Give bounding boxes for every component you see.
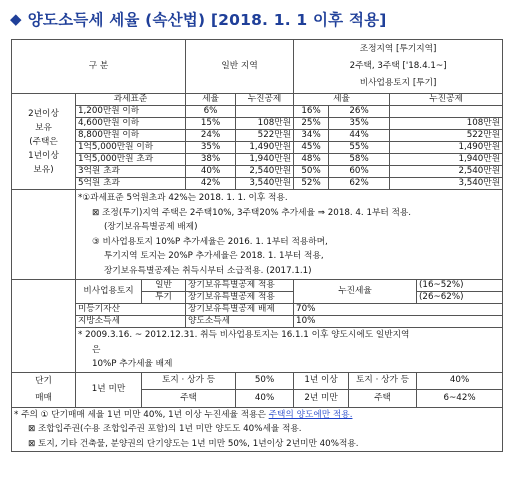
footer-line [14,408,500,423]
holding-label-line: (주택은 [29,136,58,147]
bracket-row [12,142,503,154]
bracket-deduction: 1,940만원 [236,154,294,166]
holding-label-line: 1년이상 [28,150,59,161]
nonbiz-label: 비사업용토지 [76,280,142,304]
bracket-rate-adj2: 35% [329,118,390,130]
short-land2-rate: 40% [417,372,503,390]
holding-label-line: 보유) [33,164,54,175]
bracket-rate-adj1: 52% [294,178,329,190]
nonbiz-range-general: (16~52%) [417,280,503,292]
bracket-rate-adj2: 26% [329,106,390,118]
short-house2-rate: 6~42% [417,390,503,408]
bracket-rate-adj1: 48% [294,154,329,166]
short-land: 토지 · 상가 등 [142,372,236,390]
nonbiz-spec-desc: 장기보유특별공제 적용 [186,292,294,304]
local-rate: 10% [294,316,503,328]
bracket-rate-adj1: 50% [294,166,329,178]
local-label: 지방소득세 [76,316,186,328]
bracket-rate-adj1: 25% [294,118,329,130]
note-line: ⊠ 조정(투기)지역 주택은 2주택10%, 3주택20% 추가세율 ⇒ 2018. 4. 1부터 적용. [92,207,412,218]
spacer [12,316,76,328]
bracket-base: 5억원 초과 [76,178,186,190]
under-two-years: 2년 미만 [294,390,349,408]
header-general: 일반 지역 [186,40,294,94]
short-land2: 토지 · 상가 등 [349,372,417,390]
notes-block-2 [76,328,503,373]
bracket-row [12,118,503,130]
bracket-deduction-adj: 1,940만원 [390,154,503,166]
short-house-rate: 40% [236,390,294,408]
bracket-deduction: 1,490만원 [236,142,294,154]
bracket-deduction-adj: 1,490만원 [390,142,503,154]
spacer [12,280,76,292]
note-line: 10%P 추가세율 배제 [92,359,173,369]
subheader-deduction: 누진공제 [236,94,294,106]
nonbiz-range-spec: (26~62%) [417,292,503,304]
header-adjusted-line: 조정지역 [투기지역] [359,44,437,54]
local-desc: 양도소득세 [186,316,294,328]
bracket-row [12,154,503,166]
bracket-base: 1억5,000만원 이하 [76,142,186,154]
footer-line-text: * 주의 ① 단기매매 세율 1년 미만 40%, 1년 이상 누진세율 적용은 [14,409,269,420]
bracket-rate-adj1: 16% [294,106,329,118]
short-term-label [12,372,76,407]
header-adjusted-line: 2주택, 3주택 ['18.4.1~] [349,61,447,71]
bracket-deduction: 2,540만원 [236,166,294,178]
page-title [10,4,387,34]
short-term-label-line: 매매 [35,392,52,403]
bracket-row [12,178,503,190]
bracket-rate: 6% [186,106,236,118]
note-line: 투기지역 토지는 20%P 추가세율은 2018. 1. 1부터 적용, [104,251,324,261]
bracket-deduction-adj: 2,540만원 [390,166,503,178]
unregistered-rate: 70% [294,304,503,316]
nonbiz-general: 일반 [142,280,186,292]
header-adjusted [294,40,503,94]
bracket-base: 8,800만원 이하 [76,130,186,142]
footer-line: ⊠ 조합입주권(수용 조합입주권 포함)의 1년 미만 양도도 40%세율 적용. [28,424,302,434]
subheader-tax-base: 과세표준 [76,94,186,106]
nonbiz-progressive: 누진세율 [294,280,417,304]
bracket-rate-adj2: 62% [329,178,390,190]
note-line: * 2009.3.16. ~ 2012.12.31. 취득 비사업용토지는 16.1.1 이후 양도시에도 일반지역 [78,330,410,340]
header-category: 구 분 [12,40,186,94]
bracket-deduction-adj: 3,540만원 [390,178,503,190]
bracket-rate-adj2: 55% [329,142,390,154]
short-land-rate: 50% [236,372,294,390]
bracket-rate: 38% [186,154,236,166]
bracket-deduction: 3,540만원 [236,178,294,190]
bracket-base: 1,200만원 이하 [76,106,186,118]
spacer [12,292,76,304]
bracket-rate-adj1: 45% [294,142,329,154]
header-adjusted-line: 비사업용토지 [투기] [359,78,437,88]
unregistered-label: 미등기자산 [76,304,186,316]
footer-line: ⊠ 토지, 기타 건축물, 분양권의 단기양도는 1년 미만 50%, 1년이상 2년미만 40%적용. [28,438,359,449]
bracket-row [12,130,503,142]
note-line: (장기보유특별공제 배제) [104,222,198,232]
footer-notes [12,407,503,452]
bracket-deduction [236,106,294,118]
bracket-rate: 35% [186,142,236,154]
bracket-rate: 24% [186,130,236,142]
under-one-year: 1년 미만 [76,372,142,407]
bracket-deduction-adj: 108만원 [390,118,503,130]
bracket-rate-adj2: 60% [329,166,390,178]
bracket-rate: 42% [186,178,236,190]
bracket-rate-adj2: 58% [329,154,390,166]
house-only-link[interactable]: 주택의 양도에만 적용. [268,409,353,420]
diamond-icon: ◆ [10,10,22,28]
notes-block-1 [76,190,503,280]
short-house2: 주택 [349,390,417,408]
note-line: ③ 비사업용토지 10%P 추가세율은 2016. 1. 1부터 적용하며, [92,236,328,247]
bracket-row [12,106,503,118]
unregistered-desc: 장기보유특별공제 배제 [186,304,294,316]
bracket-row [12,166,503,178]
holding-period-label [12,94,76,190]
bracket-deduction-adj [390,106,503,118]
nonbiz-general-desc: 장기보유특별공제 적용 [186,280,294,292]
over-one-year: 1년 이상 [294,372,349,390]
bracket-rate: 40% [186,166,236,178]
spacer [12,304,76,316]
note-line: 은 [92,344,101,355]
subheader-deduction-adjusted: 누진공제 [390,94,503,106]
short-term-label-line: 단기 [35,375,52,386]
bracket-rate-adj2: 44% [329,130,390,142]
bracket-deduction: 522만원 [236,130,294,142]
bracket-rate: 15% [186,118,236,130]
bracket-rate-adj1: 34% [294,130,329,142]
nonbiz-spec: 투기 [142,292,186,304]
bracket-base: 4,600만원 이하 [76,118,186,130]
holding-label-line: 보유 [35,122,52,133]
bracket-deduction: 108만원 [236,118,294,130]
subheader-rate-adjusted: 세율 [294,94,390,106]
bracket-base: 1억5,000만원 초과 [76,154,186,166]
note-line: *①과세표준 5억원초과 42%는 2018. 1. 1. 이후 적용. [78,193,288,203]
bracket-base: 3억원 초과 [76,166,186,178]
subheader-rate: 세율 [186,94,236,106]
bracket-deduction-adj: 522만원 [390,130,503,142]
short-house: 주택 [142,390,236,408]
note-line: 장기보유특별공제는 취득시부터 소급적용. (2017.1.1) [104,265,312,276]
title-text: 양도소득세 세율 (속산법) [2018. 1. 1 이후 적용] [27,11,387,29]
spacer [12,328,76,373]
notes-spacer [12,190,76,280]
tax-rate-table [11,39,503,452]
holding-label-line: 2년이상 [28,108,59,119]
